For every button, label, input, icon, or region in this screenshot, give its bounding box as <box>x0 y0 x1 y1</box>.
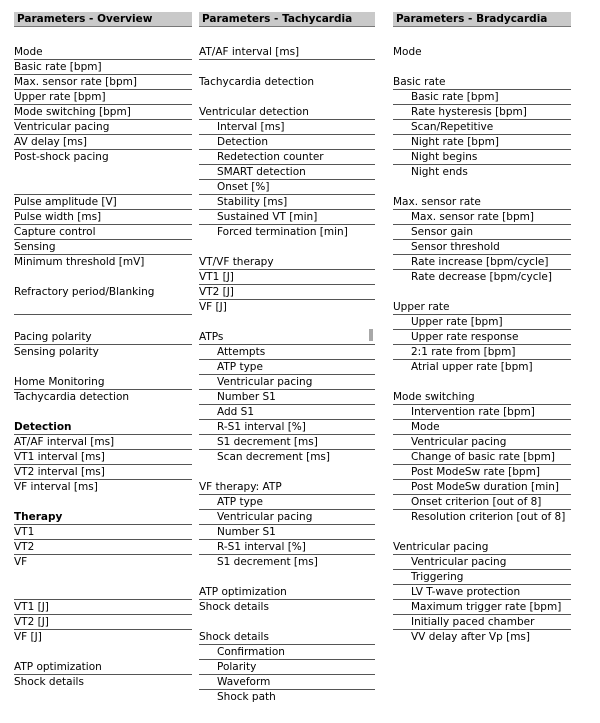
parameter-row: Mode <box>393 420 571 435</box>
parameter-row: Shock details <box>199 630 375 645</box>
parameter-row: Resolution criterion [out of 8] <box>411 511 566 523</box>
parameter-row: 2:1 rate from [bpm] <box>393 345 571 360</box>
parameter-row: Initially paced chamber <box>393 615 571 630</box>
parameter-row: ATP type <box>199 360 375 375</box>
parameter-row: Ventricular pacing <box>393 435 571 450</box>
parameter-row: Sensing <box>14 240 192 255</box>
spacer-row <box>14 270 192 285</box>
parameter-row: Night ends <box>411 166 468 178</box>
parameter-row: Night rate [bpm] <box>393 135 571 150</box>
overview-rows <box>14 45 192 690</box>
parameter-row: Waveform <box>199 675 375 690</box>
parameter-row: Triggering <box>393 570 571 585</box>
parameter-row: Ventricular pacing <box>199 510 375 525</box>
spacer-row <box>14 585 192 600</box>
parameter-row: Tachycardia detection <box>14 391 130 403</box>
parameter-row: Ventricular pacing <box>14 120 192 135</box>
spacer-row <box>14 645 192 660</box>
parameter-row: S1 decrement [ms] <box>217 556 318 568</box>
parameter-row: Sustained VT [min] <box>199 210 375 225</box>
parameter-row: Maximum trigger rate [bpm] <box>393 600 571 615</box>
parameter-row: Sensor gain <box>393 225 571 240</box>
parameter-row: VT1 [J] <box>199 270 375 285</box>
parameter-row: VT/VF therapy <box>199 255 375 270</box>
parameter-row: ATP type <box>199 495 375 510</box>
spacer-row <box>14 405 192 420</box>
spacer-row <box>393 60 571 75</box>
parameter-row: Stability [ms] <box>199 195 375 210</box>
header-gap <box>393 27 571 45</box>
parameter-row: Mode switching [bpm] <box>14 105 192 120</box>
parameter-row: Scan/Repetitive <box>393 120 571 135</box>
tachycardia-column <box>199 12 375 705</box>
parameter-row: Post ModeSw rate [bpm] <box>393 465 571 480</box>
parameter-row: R-S1 interval [%] <box>199 420 375 435</box>
parameter-row: R-S1 interval [%] <box>199 540 375 555</box>
parameter-row: Shock path <box>217 691 276 703</box>
spacer-row <box>199 315 375 330</box>
parameter-row: Rate increase [bpm/cycle] <box>393 255 571 270</box>
spacer-row <box>14 315 192 330</box>
parameter-row: VT1 <box>14 525 192 540</box>
parameter-row: Scan decrement [ms] <box>217 451 330 463</box>
spacer-row <box>14 570 192 585</box>
parameter-row: Detection <box>199 135 375 150</box>
spacer-row <box>199 90 375 105</box>
spacer-row <box>14 180 192 195</box>
parameter-row: Pulse width [ms] <box>14 210 192 225</box>
header-gap <box>14 27 192 45</box>
parameter-row: AT/AF interval [ms] <box>199 45 375 60</box>
parameter-row: Ventricular pacing <box>393 555 571 570</box>
parameter-row: Mode switching <box>393 390 571 405</box>
parameter-row: VF therapy: ATP <box>199 480 375 495</box>
parameter-row: ATPs <box>199 330 375 345</box>
parameter-row: Pulse amplitude [V] <box>14 195 192 210</box>
parameter-row: Basic rate [bpm] <box>393 90 571 105</box>
spacer-row <box>199 615 375 630</box>
parameter-row: Night begins <box>393 150 571 165</box>
parameter-row: Basic rate <box>393 75 571 90</box>
tachycardia-rows <box>199 45 375 705</box>
parameter-row: Upper rate <box>393 300 571 315</box>
parameter-row: Home Monitoring <box>14 375 192 390</box>
parameter-row: VF interval [ms] <box>14 481 98 493</box>
parameter-row: VT1 interval [ms] <box>14 450 192 465</box>
parameter-row: AV delay [ms] <box>14 135 192 150</box>
spacer-row <box>14 165 192 180</box>
spacer-row <box>199 570 375 585</box>
parameter-row: Upper rate [bpm] <box>14 90 192 105</box>
parameter-row: Refractory period/Blanking <box>14 286 155 298</box>
parameter-row: Minimum threshold [mV] <box>14 256 145 268</box>
parameter-row: Post-shock pacing <box>14 151 109 163</box>
parameter-row: Upper rate response <box>393 330 571 345</box>
bradycardia-rows <box>393 45 571 645</box>
spacer-row <box>14 300 192 315</box>
parameter-row: Number S1 <box>199 525 375 540</box>
parameter-row: Max. sensor rate <box>393 195 571 210</box>
parameter-row: VT2 [J] <box>14 615 192 630</box>
parameter-row: Capture control <box>14 225 192 240</box>
spacer-row <box>199 60 375 75</box>
parameter-row: VV delay after Vp [ms] <box>411 631 530 643</box>
parameter-row: VT2 interval [ms] <box>14 465 192 480</box>
parameter-row: Shock details <box>199 601 269 613</box>
parameter-row: Redetection counter <box>199 150 375 165</box>
parameter-row: AT/AF interval [ms] <box>14 435 192 450</box>
spacer-row <box>393 285 571 300</box>
parameter-row: Therapy <box>14 510 192 525</box>
parameter-row: Intervention rate [bpm] <box>393 405 571 420</box>
parameter-row: Rate hysteresis [bpm] <box>393 105 571 120</box>
parameter-row: Polarity <box>199 660 375 675</box>
spacer-row <box>199 465 375 480</box>
spacer-row <box>199 240 375 255</box>
spacer-row <box>393 525 571 540</box>
parameter-row: S1 decrement [ms] <box>199 435 375 450</box>
parameter-row: Upper rate [bpm] <box>393 315 571 330</box>
parameter-row: Onset [%] <box>199 180 375 195</box>
parameter-row: Post ModeSw duration [min] <box>393 480 571 495</box>
spacer-row <box>393 375 571 390</box>
parameter-row: VF [J] <box>14 631 42 643</box>
bradycardia-column <box>393 12 571 645</box>
parameter-row: Confirmation <box>199 645 375 660</box>
spacer-row <box>393 180 571 195</box>
parameter-row: Ventricular detection <box>199 105 375 120</box>
parameter-row: Number S1 <box>199 390 375 405</box>
parameter-row: Tachycardia detection <box>199 76 315 88</box>
overview-column <box>14 12 192 690</box>
parameter-row: Ventricular pacing <box>199 375 375 390</box>
parameter-row: Basic rate [bpm] <box>14 60 192 75</box>
parameter-row: Attempts <box>199 345 375 360</box>
overview-header: Parameters - Overview <box>14 12 192 27</box>
bradycardia-header: Parameters - Bradycardia <box>393 12 571 27</box>
parameter-row: Pacing polarity <box>14 330 192 345</box>
spacer-row <box>14 495 192 510</box>
parameter-row: VT2 [J] <box>199 285 375 300</box>
parameter-row: VT1 [J] <box>14 600 192 615</box>
parameter-row: LV T-wave protection <box>393 585 571 600</box>
tachycardia-header: Parameters - Tachycardia <box>199 12 375 27</box>
parameter-row: Ventricular pacing <box>393 540 571 555</box>
parameter-row: Forced termination [min] <box>217 226 348 238</box>
parameter-row: Detection <box>14 420 192 435</box>
parameter-row: Atrial upper rate [bpm] <box>411 361 533 373</box>
parameter-row: Interval [ms] <box>199 120 375 135</box>
spacer-row <box>14 360 192 375</box>
parameter-row: VT2 <box>14 540 192 555</box>
parameter-row: VF <box>14 556 28 568</box>
parameter-row: Rate decrease [bpm/cycle] <box>411 271 552 283</box>
parameter-row: Onset criterion [out of 8] <box>393 495 571 510</box>
scroll-marker <box>369 329 373 341</box>
parameter-row: Mode <box>14 45 192 60</box>
parameter-row: Change of basic rate [bpm] <box>393 450 571 465</box>
parameter-row: Add S1 <box>199 405 375 420</box>
parameter-row: Max. sensor rate [bpm] <box>393 210 571 225</box>
parameter-row: Max. sensor rate [bpm] <box>14 75 192 90</box>
parameter-row: Mode <box>393 46 422 58</box>
parameter-row: ATP optimization <box>199 585 375 600</box>
parameter-row: VF [J] <box>199 301 227 313</box>
parameter-row: Sensing polarity <box>14 346 99 358</box>
parameter-row: ATP optimization <box>14 660 192 675</box>
header-gap <box>199 27 375 45</box>
parameter-row: SMART detection <box>199 165 375 180</box>
parameter-row: Sensor threshold <box>393 240 571 255</box>
parameter-row: Shock details <box>14 676 84 688</box>
